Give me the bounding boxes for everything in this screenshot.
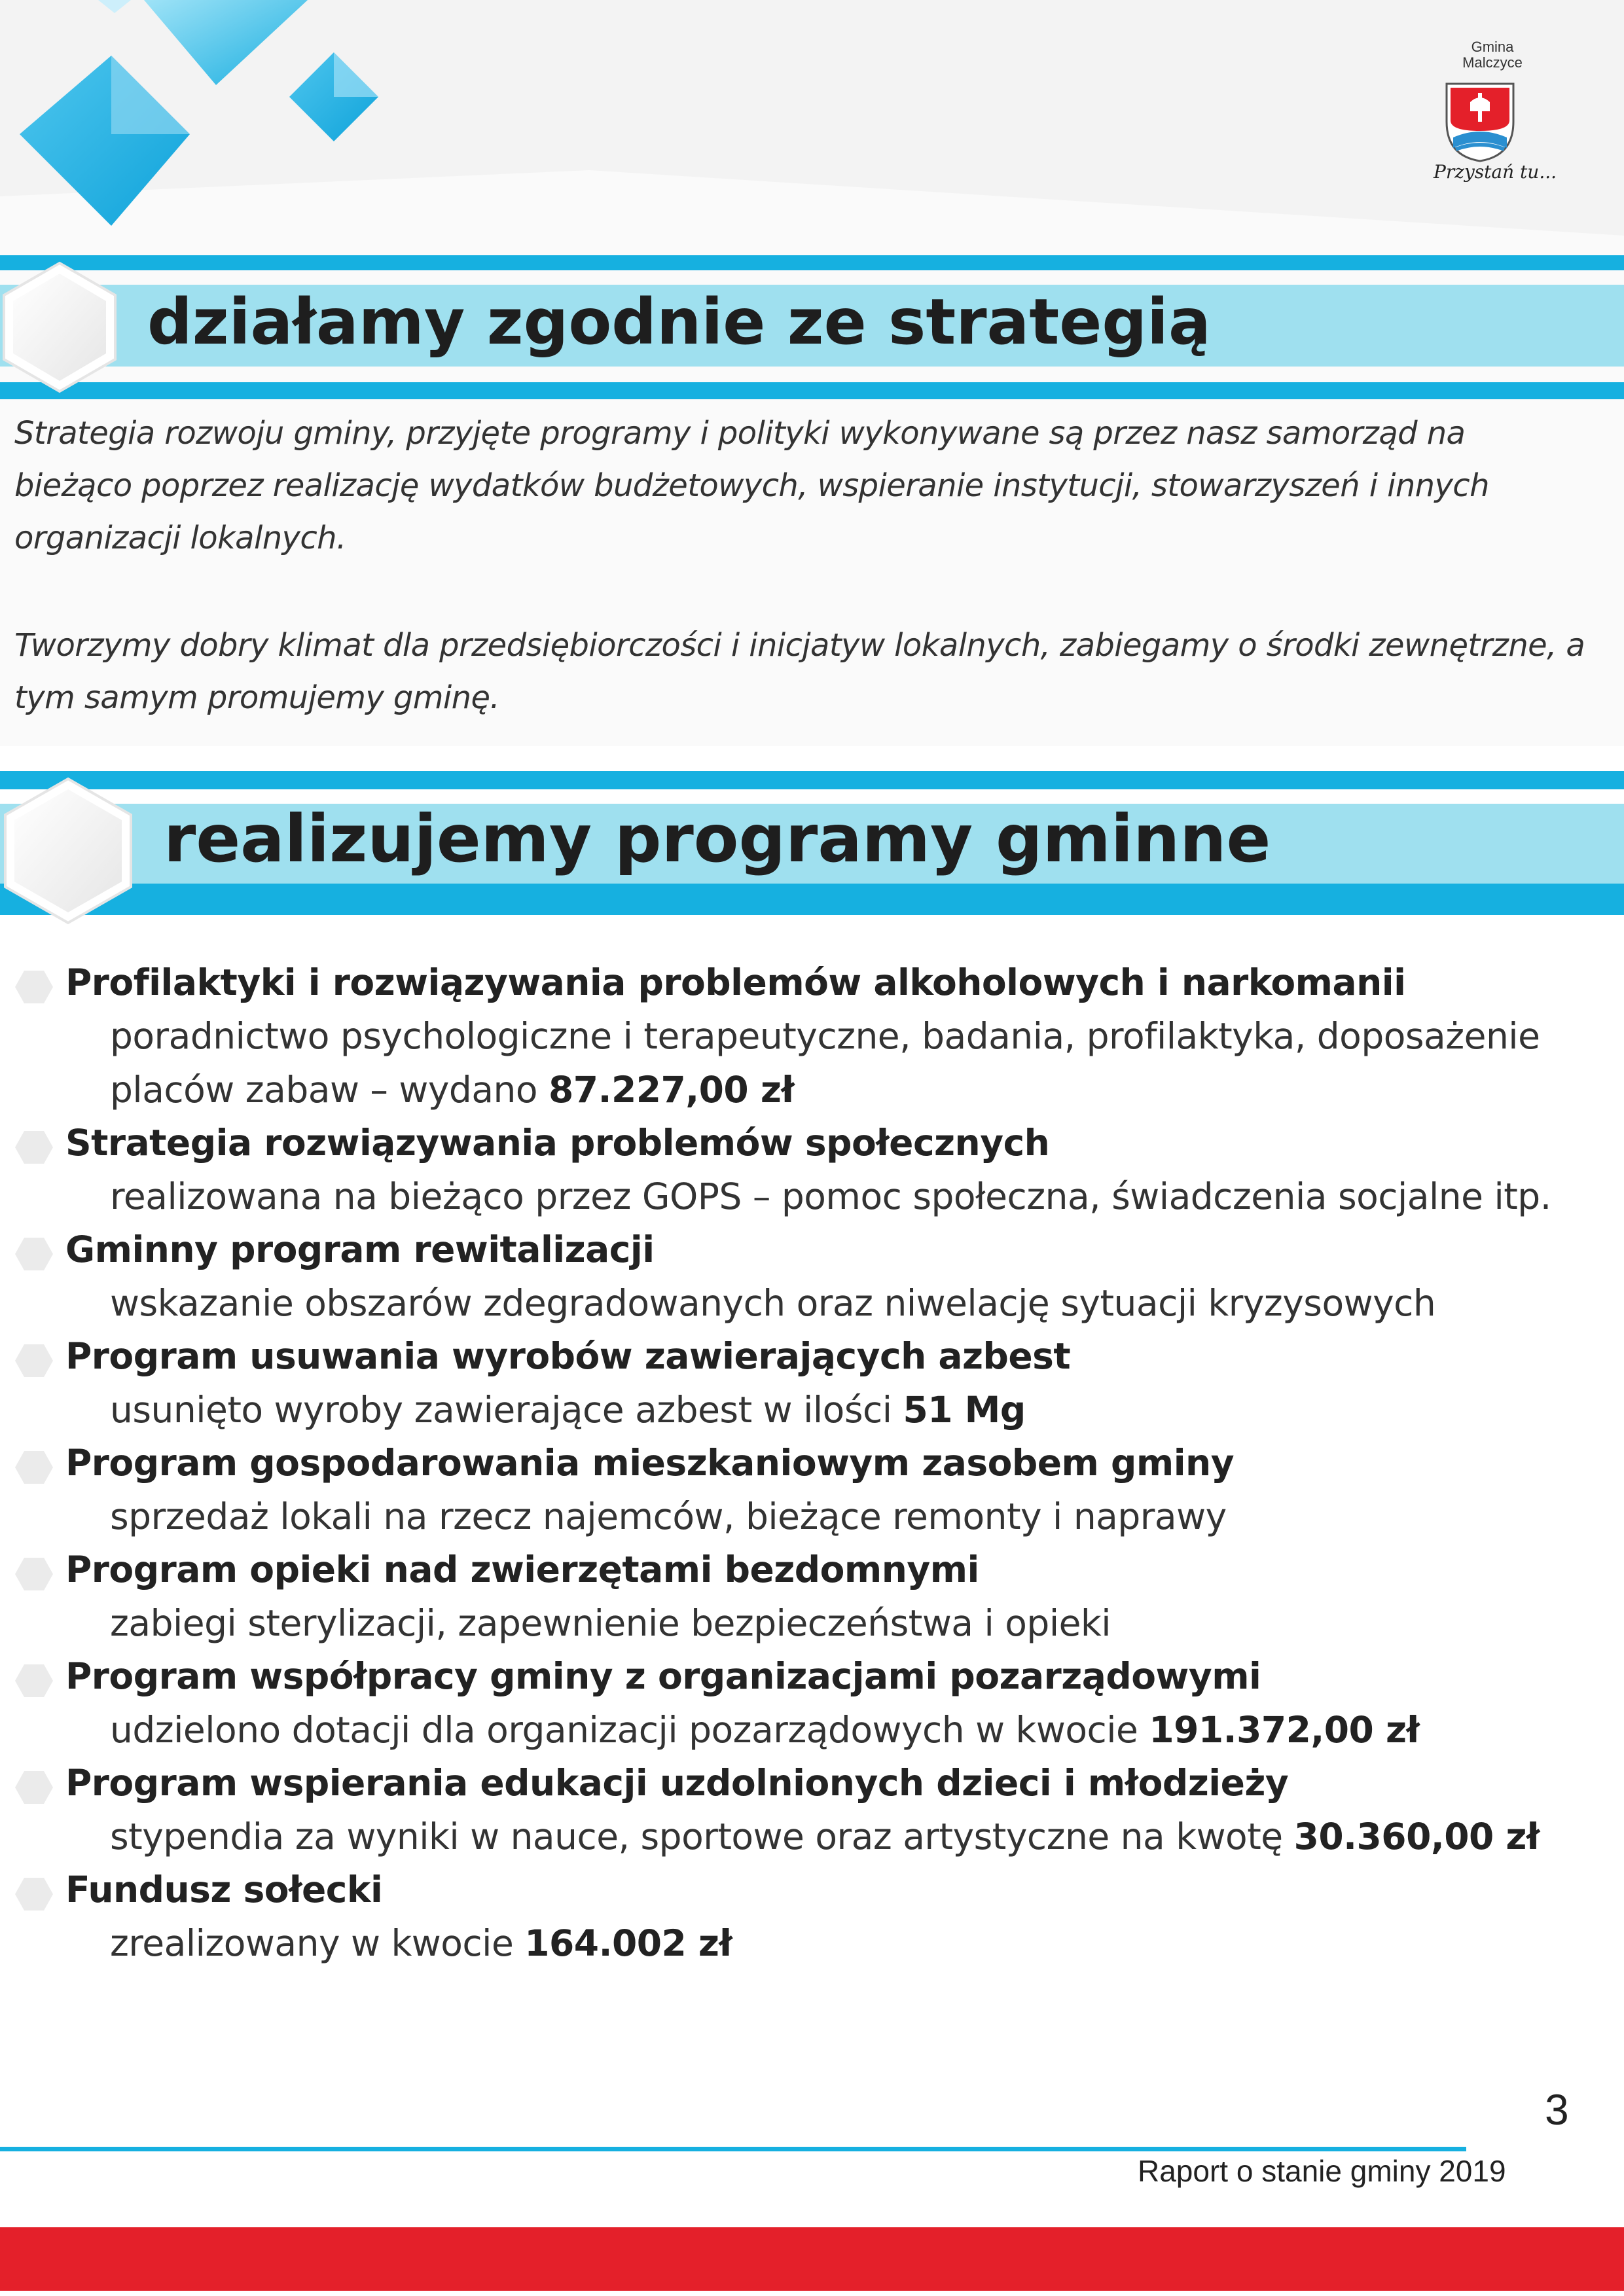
program-amount: 164.002 zł: [524, 1922, 732, 1964]
list-item: [0, 1329, 1624, 1436]
program-title: Fundusz sołecki: [65, 1869, 383, 1910]
program-description: stypendia za wyniki w nauce, sportowe oraz artystyczne na kwotę 30.360,00 zł: [110, 1816, 1540, 1857]
list-item: [0, 1116, 1624, 1223]
list-item: [0, 1543, 1624, 1649]
list-item: [0, 1756, 1624, 1863]
section-heading-programs: realizujemy programy gminne: [164, 800, 1271, 877]
program-title: Program usuwania wyrobów zawierających azbest: [65, 1335, 1071, 1377]
logo-name-line2: Malczyce: [1462, 54, 1523, 71]
strategy-paragraph-1: Strategia rozwoju gminy, przyjęte programy i polityki wykonywane są przez nasz samorząd na bieżąco poprzez realizację wydatków budżetowych, wspieranie instytucji, stowarzyszeń i innych organizacji lokalnych.: [14, 415, 1489, 556]
program-amount: 87.227,00 zł: [549, 1069, 795, 1111]
footer-red-band: [0, 2227, 1624, 2291]
list-item: [0, 1863, 1624, 1969]
program-description: wskazanie obszarów zdegradowanych oraz niwelację sytuacji kryzysowych: [110, 1282, 1436, 1324]
program-description: zabiegi sterylizacji, zapewnienie bezpieczeństwa i opieki: [110, 1602, 1111, 1644]
page-number: 3: [1545, 2085, 1569, 2134]
program-description: zrealizowany w kwocie 164.002 zł: [110, 1922, 732, 1964]
program-amount: 191.372,00 zł: [1149, 1709, 1420, 1751]
hexagon-bullet-icon: [14, 1877, 54, 1911]
program-title: Profilaktyki i rozwiązywania problemów alkoholowych i narkomanii: [65, 961, 1406, 1003]
program-description: udzielono dotacji dla organizacji pozarządowych w kwocie 191.372,00 zł: [110, 1709, 1420, 1751]
list-item: [0, 1436, 1624, 1543]
program-title: Gminny program rewitalizacji: [65, 1229, 655, 1270]
hexagon-bullet-icon: [14, 1450, 54, 1484]
program-amount: 51 Mg: [903, 1389, 1026, 1431]
report-title: Raport o stanie gminy 2019: [1138, 2154, 1506, 2188]
program-title: Program opieki nad zwierzętami bezdomnymi: [65, 1549, 979, 1590]
program-description: usunięto wyroby zawierające azbest w ilości 51 Mg: [110, 1389, 1026, 1431]
list-item: [0, 1649, 1624, 1756]
list-item: [0, 956, 1624, 1116]
program-list: [0, 956, 1624, 1969]
logo-motto: Przystań tu...: [1434, 161, 1557, 183]
municipality-logo: [1434, 39, 1557, 183]
logo-name-line1: Gmina: [1471, 39, 1514, 55]
footer-line: [0, 2147, 1466, 2151]
program-description: realizowana na bieżąco przez GOPS – pomoc społeczna, świadczenia socjalne itp.: [110, 1175, 1551, 1217]
hexagon-bullet-icon: [14, 1770, 54, 1804]
list-item: [0, 1223, 1624, 1329]
hexagon-bullet-icon: [14, 1130, 54, 1164]
program-description: sprzedaż lokali na rzecz najemców, bieżące remonty i naprawy: [110, 1496, 1227, 1537]
hexagon-bullet-icon: [14, 1664, 54, 1698]
section-heading-strategy: działamy zgodnie ze strategią: [147, 285, 1211, 359]
hexagon-bullet-icon: [14, 1344, 54, 1378]
program-title: Program wspierania edukacji uzdolnionych dzieci i młodzieży: [65, 1762, 1289, 1804]
program-amount: 30.360,00 zł: [1293, 1816, 1540, 1857]
strategy-paragraph-2: Tworzymy dobry klimat dla przedsiębiorczości i inicjatyw lokalnych, zabiegamy o środki zewnętrzne, a tym samym promujemy gminę.: [14, 627, 1585, 716]
program-description: poradnictwo psychologiczne i terapeutyczne, badania, profilaktyka, doposażenie placów zabaw – wydano 87.227,00 zł: [110, 1015, 1540, 1111]
hexagon-bullet-icon: [14, 1557, 54, 1591]
hexagon-bullet-icon: [14, 1237, 54, 1271]
program-title: Program gospodarowania mieszkaniowym zasobem gminy: [65, 1442, 1235, 1484]
hexagon-bullet-icon: [14, 970, 54, 1004]
program-title: Program współpracy gminy z organizacjami pozarządowymi: [65, 1655, 1261, 1697]
program-title: Strategia rozwiązywania problemów społecznych: [65, 1122, 1050, 1164]
